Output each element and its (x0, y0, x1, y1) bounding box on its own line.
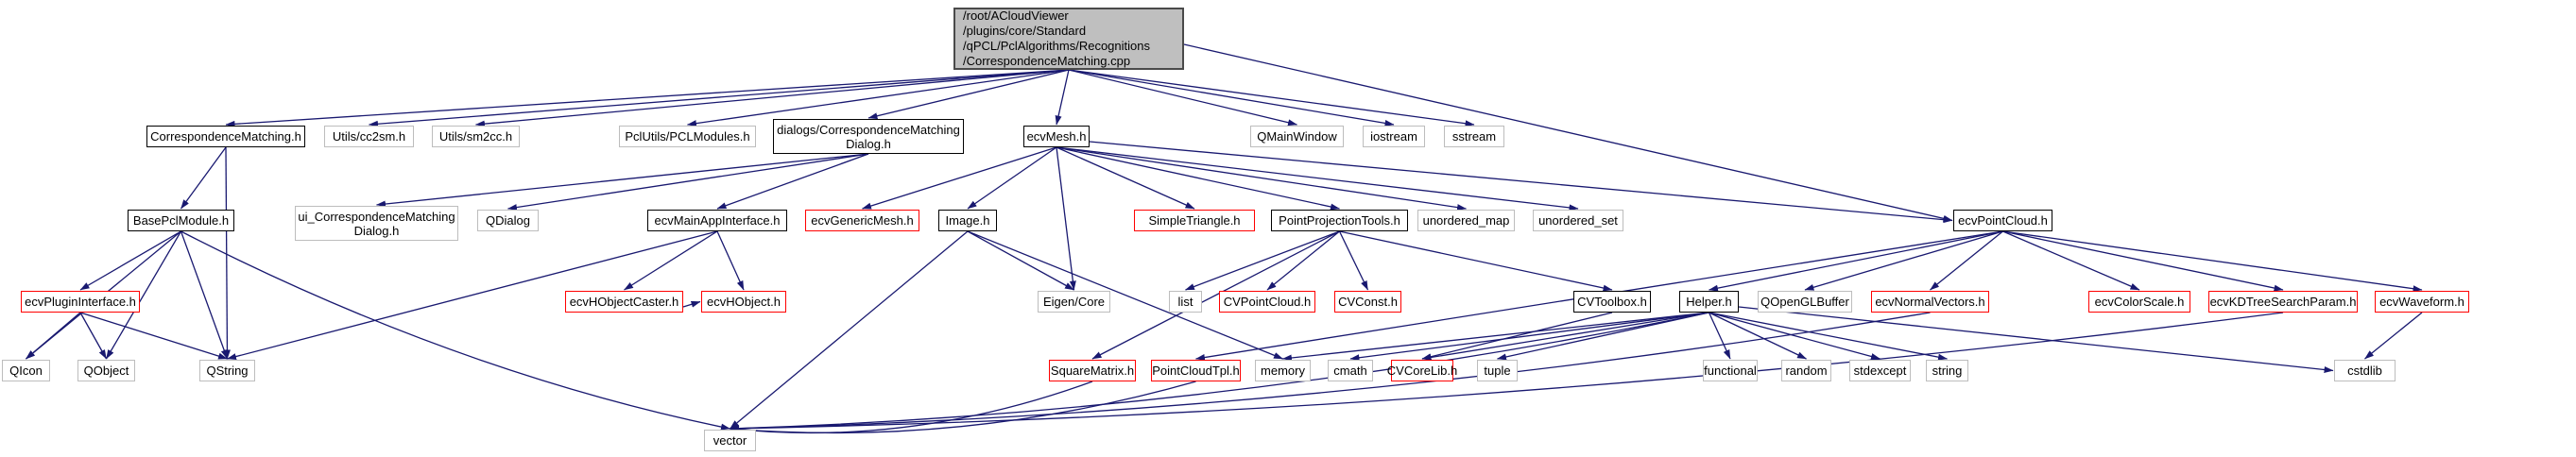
graph-node-label: cstdlib (2347, 364, 2382, 378)
graph-node-simpletriangle[interactable] (1134, 210, 1255, 231)
graph-node-basepcl[interactable] (128, 210, 234, 231)
include-edge-helper-to-stdexcept (1709, 313, 1880, 359)
graph-node-dialog_h[interactable] (773, 119, 964, 154)
graph-node-label: ecvPointCloud.h (1958, 213, 2048, 228)
graph-node-label: Eigen/Core (1042, 295, 1106, 309)
graph-node-ui_dialog (295, 206, 458, 241)
include-edge-main-to-ecvmesh (1056, 70, 1069, 125)
graph-node-label: PclUtils/PCLModules.h (625, 129, 750, 144)
graph-node-label: dialogs/CorrespondenceMatching (777, 122, 960, 137)
graph-node-helper[interactable] (1679, 291, 1739, 313)
include-edge-dialog_h-to-mainapp (717, 154, 868, 209)
graph-node-waveform[interactable] (2375, 291, 2469, 313)
include-edge-pptools-to-cvtoolbox (1340, 231, 1613, 290)
include-edge-ecvmesh-to-image_h (968, 147, 1056, 209)
graph-node-label: vector (713, 433, 747, 448)
include-edge-ecvpc-to-kdtree (2003, 231, 2284, 290)
include-edge-ecvpc-to-helper (1709, 231, 2003, 290)
graph-node-label: QString (206, 364, 249, 378)
graph-node-label: ecvMesh.h (1026, 129, 1087, 144)
include-edge-squarematrix-to-vector (730, 381, 1093, 432)
graph-node-cvtoolbox[interactable] (1573, 291, 1651, 313)
graph-node-uset (1533, 210, 1623, 231)
graph-node-label: QMainWindow (1257, 129, 1337, 144)
graph-node-label: Utils/cc2sm.h (332, 129, 406, 144)
graph-node-label: SimpleTriangle.h (1148, 213, 1241, 228)
include-edge-mainapp-to-hcaster (625, 231, 718, 290)
graph-node-vector (704, 430, 756, 451)
include-edge-ecvpc-to-colorscale (2003, 231, 2140, 290)
graph-node-cvcorelib[interactable] (1386, 360, 1458, 381)
include-edge-helper-to-functional (1709, 313, 1731, 359)
graph-node-label: PointProjectionTools.h (1279, 213, 1400, 228)
graph-node-label: ecvHObjectCaster.h (569, 295, 679, 309)
include-edge-plugininterface-to-qobject (80, 313, 107, 359)
graph-node-cmath (1328, 360, 1373, 381)
graph-node-ecvmesh[interactable] (1023, 126, 1090, 147)
graph-node-ecvpc[interactable] (1953, 210, 2052, 231)
graph-node-normalvec[interactable] (1871, 291, 1989, 313)
include-edge-waveform-to-cstdlib (2365, 313, 2423, 359)
graph-node-mainapp[interactable] (647, 210, 787, 231)
include-edge-ecvmesh-to-pptools (1056, 147, 1340, 209)
graph-node-label: functional (1704, 364, 1757, 378)
graph-node-label: SquareMatrix.h (1050, 364, 1135, 378)
include-edge-main-to-qmainwindow (1069, 70, 1297, 125)
graph-node-sstream (1444, 126, 1504, 147)
include-edge-main-to-sm2cc (476, 70, 1070, 125)
include-edge-ecvmesh-to-uset (1056, 147, 1578, 209)
graph-node-label: ecvNormalVectors.h (1875, 295, 1985, 309)
graph-node-label: QOpenGLBuffer (1760, 295, 1849, 309)
graph-node-label: ecvColorScale.h (2094, 295, 2185, 309)
include-edge-helper-to-random (1709, 313, 1807, 359)
graph-node-label: CorrespondenceMatching.h (150, 129, 301, 144)
graph-node-string (1926, 360, 1968, 381)
graph-node-label: ecvKDTreeSearchParam.h (2209, 295, 2357, 309)
include-edge-image_h-to-eigen (968, 231, 1074, 290)
include-edge-helper-to-cvcorelib (1422, 313, 1709, 359)
graph-node-label: Dialog.h (846, 136, 891, 151)
include-edge-dialog_h-to-ui_dialog (377, 154, 869, 205)
graph-node-label: ecvPluginInterface.h (25, 295, 136, 309)
graph-node-label: random (1785, 364, 1828, 378)
include-edge-helper-to-tuple (1498, 313, 1709, 359)
graph-node-label: CVCoreLib.h (1386, 364, 1458, 378)
include-edge-dialog_h-to-qdialog (508, 154, 869, 209)
graph-node-squarematrix[interactable] (1049, 360, 1136, 381)
graph-node-label: Utils/sm2cc.h (438, 129, 513, 144)
include-edge-basepcl-to-vector (181, 231, 730, 429)
graph-node-list (1169, 291, 1202, 313)
graph-node-label: unordered_set (1538, 213, 1618, 228)
graph-node-label: BasePclModule.h (132, 213, 230, 228)
include-edge-main-to-sstream (1069, 70, 1474, 125)
include-edge-cvtoolbox-to-cvcorelib (1422, 313, 1612, 359)
include-edge-cm_h-to-qstring (226, 147, 228, 359)
graph-node-kdtree[interactable] (2208, 291, 2358, 313)
graph-node-cm_h[interactable] (146, 126, 305, 147)
include-edge-main-to-cm_h (226, 70, 1069, 125)
graph-node-label: string (1932, 364, 1963, 378)
graph-node-pclmodules (619, 126, 756, 147)
graph-node-pctpl[interactable] (1151, 360, 1241, 381)
graph-node-qobject (77, 360, 135, 381)
graph-node-label: QDialog (486, 213, 530, 228)
graph-node-label: Helper.h (1686, 295, 1732, 309)
graph-node-label: tuple (1484, 364, 1511, 378)
graph-node-pptools[interactable] (1271, 210, 1408, 231)
graph-node-qmainwindow (1250, 126, 1344, 147)
graph-node-label: /CorrespondenceMatching.cpp (963, 54, 1131, 68)
graph-node-genericmesh[interactable] (805, 210, 919, 231)
include-edge-pptools-to-list (1186, 231, 1340, 290)
graph-node-label: list (1177, 295, 1194, 309)
graph-node-stdexcept (1849, 360, 1911, 381)
include-edge-image_h-to-vector (730, 231, 969, 429)
graph-node-label: ecvWaveform.h (2379, 295, 2464, 309)
graph-node-plugininterface[interactable] (21, 291, 140, 313)
graph-node-label: Image.h (945, 213, 990, 228)
graph-node-hobject[interactable] (701, 291, 786, 313)
graph-node-main (953, 8, 1184, 70)
graph-node-label: Dialog.h (353, 223, 400, 238)
include-edge-ecvpc-to-waveform (2003, 231, 2423, 290)
include-edge-main-to-iostream (1069, 70, 1394, 125)
graph-node-hcaster[interactable] (565, 291, 683, 313)
graph-node-colorscale[interactable] (2088, 291, 2190, 313)
include-edge-cm_h-to-basepcl (181, 147, 227, 209)
graph-node-label: sstream (1451, 129, 1497, 144)
include-edge-basepcl-to-qstring (181, 231, 228, 359)
include-edge-helper-to-cmath (1350, 313, 1709, 359)
graph-node-cvpc[interactable] (1219, 291, 1315, 313)
graph-node-qstring (199, 360, 255, 381)
graph-node-label: CVToolbox.h (1577, 295, 1647, 309)
graph-node-cvconst[interactable] (1334, 291, 1401, 313)
graph-node-cc2sm (324, 126, 414, 147)
include-edge-basepcl-to-plugininterface (80, 231, 181, 290)
graph-node-label: QObject (83, 364, 129, 378)
include-edge-ecvmesh-to-ecvpc (1090, 142, 1952, 221)
include-edge-main-to-pclmodules (688, 70, 1070, 125)
graph-node-cstdlib (2334, 360, 2396, 381)
graph-node-label: stdexcept (1853, 364, 1907, 378)
graph-node-memory (1255, 360, 1311, 381)
graph-node-random (1781, 360, 1831, 381)
graph-node-label: ecvGenericMesh.h (811, 213, 914, 228)
include-edge-plugininterface-to-qicon (26, 313, 81, 359)
graph-node-iostream (1363, 126, 1425, 147)
graph-node-image_h[interactable] (938, 210, 997, 231)
graph-node-label: PointCloudTpl.h (1152, 364, 1240, 378)
include-edge-pptools-to-cvconst (1340, 231, 1368, 290)
graph-node-qopengl (1758, 291, 1852, 313)
graph-node-qdialog (477, 210, 539, 231)
include-edge-hcaster-to-hobject (683, 302, 700, 308)
include-edge-ecvmesh-to-simpletriangle (1056, 147, 1194, 209)
graph-node-label: cmath (1333, 364, 1367, 378)
graph-node-label: /root/ACloudViewer (963, 8, 1069, 23)
graph-node-label: ui_CorrespondenceMatching (298, 209, 455, 224)
graph-node-label: /qPCL/PclAlgorithms/Recognitions (963, 39, 1150, 53)
include-edge-pptools-to-cvpc (1267, 231, 1340, 290)
graph-node-sm2cc (432, 126, 520, 147)
graph-node-label: ecvHObject.h (706, 295, 781, 309)
include-edge-main-to-dialog_h (868, 70, 1069, 118)
graph-node-umap (1417, 210, 1515, 231)
include-edge-main-to-cc2sm (369, 70, 1070, 125)
graph-node-label: CVPointCloud.h (1223, 295, 1312, 309)
include-edge-pctpl-to-vector (730, 381, 1196, 432)
graph-node-label: /plugins/core/Standard (963, 24, 1087, 38)
graph-node-label: unordered_map (1422, 213, 1510, 228)
include-edge-ecvpc-to-qopengl (1805, 231, 2003, 290)
include-edge-mainapp-to-hobject (717, 231, 744, 290)
graph-node-functional (1703, 360, 1758, 381)
include-edge-ecvmesh-to-umap (1056, 147, 1467, 209)
graph-node-label: memory (1261, 364, 1305, 378)
graph-node-label: CVConst.h (1338, 295, 1398, 309)
graph-node-qicon (2, 360, 50, 381)
graph-node-label: ecvMainAppInterface.h (654, 213, 781, 228)
graph-node-label: QIcon (9, 364, 43, 378)
include-edge-ecvmesh-to-genericmesh (863, 147, 1057, 209)
include-edge-helper-to-memory (1283, 313, 1709, 359)
graph-node-label: iostream (1370, 129, 1417, 144)
include-edge-helper-to-string (1709, 313, 1948, 359)
graph-node-tuple (1477, 360, 1518, 381)
include-edge-ecvpc-to-normalvec (1931, 231, 2003, 290)
graph-node-eigen (1038, 291, 1110, 313)
include-edge-plugininterface-to-qstring (80, 313, 228, 359)
include-edge-ecvmesh-to-eigen (1056, 147, 1074, 290)
